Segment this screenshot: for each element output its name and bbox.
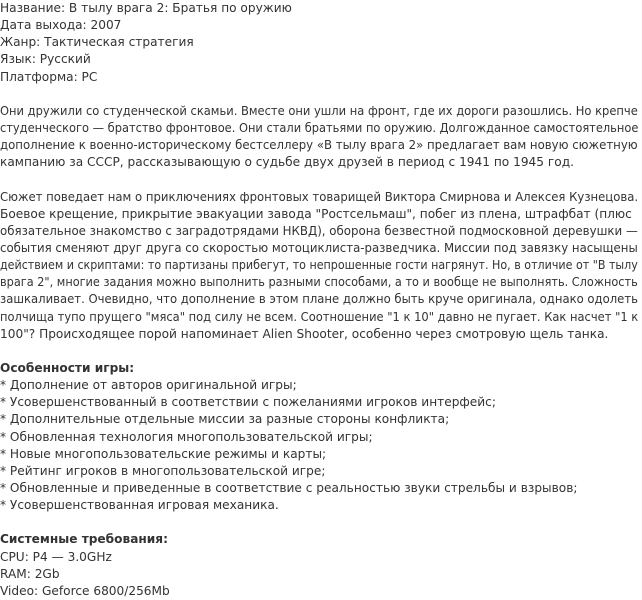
intro-paragraph	[0, 103, 640, 172]
story-line: зашкаливает. Очевидно, что дополнение в этом плане должно быть круче оригинала, однако одолеть	[0, 292, 638, 307]
feature-item: * Дополнение от авторов оригинальной игры;	[0, 378, 297, 393]
feature-item: * Обновленные и приведенные в соответствие с реальностью звуки стрельбы и взрывов;	[0, 480, 578, 495]
story-line: события сменяют друг друга со скоростью мотоциклиста-разведчика. Миссии под завязку насыщены	[0, 240, 638, 255]
feature-item: * Усовершенствованная игровая механика.	[0, 498, 279, 513]
requirement-item: RAM: 2Gb	[0, 566, 60, 581]
story-line: Боевое крещение, прикрытие эвакуации завода "Ростсельмаш", побег из плена, штрафбат (плюс	[0, 206, 632, 221]
feature-item: * Усовершенствованный в соответствии с пожеланиями игроков интерфейс;	[0, 395, 496, 410]
feature-item: * Рейтинг игроков в многопользовательской игре;	[0, 463, 326, 478]
requirement-item: Video: Geforce 6800/256Mb	[0, 583, 170, 598]
features-heading: Особенности игры:	[0, 360, 135, 375]
language-line: Язык: Русский	[0, 52, 91, 67]
story-line: действием и скриптами: то партизаны прибегут, то непрошенные гости нагрянут. Но, в отличие от "В тылу	[0, 258, 638, 273]
release-line: Дата выхода: 2007	[0, 18, 122, 33]
story-line: Сюжет поведает нам о приключениях фронтовых товарищей Виктора Смирнова и Алексея Кузнецова.	[0, 189, 639, 204]
story-line: врага 2", многие задания можно выполнить разными способами, а то и вообще не выполнять. Сложность	[0, 275, 638, 290]
platform-line: Платформа: PC	[0, 69, 98, 84]
requirements-section	[0, 531, 640, 600]
requirements-heading: Системные требования:	[0, 532, 168, 547]
story-line: 100"? Происходящее порой напоминает Alien Shooter, особенно через смотровую щель танка.	[0, 326, 609, 341]
story-paragraph	[0, 189, 640, 343]
feature-item: * Новые многопользовательские режимы и карты;	[0, 446, 327, 461]
title-line: Название: В тылу врага 2: Братья по оружию	[0, 1, 292, 15]
story-line: обязательное знакомство с заградотрядами НКВД), оборона безвестной подмосковной деревушки —	[0, 223, 638, 238]
requirement-item: CPU: P4 — 3.0GHz	[0, 549, 112, 564]
features-section	[0, 360, 640, 514]
genre-line: Жанр: Тактическая стратегия	[0, 35, 194, 50]
intro-line: Они дружили со студенческой скамьи. Вместе они ушли на фронт, где их дороги разошлись. Но крепче	[0, 103, 638, 118]
intro-line: кампанию за СССР, рассказывающую о судьбе двух друзей в период с 1941 по 1945 год.	[0, 155, 574, 170]
feature-item: * Обновленная технология многопользовательской игры;	[0, 429, 373, 444]
intro-line: студенческого — братство фронтовое. Они стали братьями по оружию. Долгожданное самостоятельное	[0, 120, 639, 135]
feature-item: * Дополнительные отдельные миссии за разные стороны конфликта;	[0, 412, 450, 427]
story-line: полчища тупо прущего "мяса" под силу не всем. Соотношение "1 к 10" давно не пугает. Как насчет "1 к	[0, 309, 639, 324]
game-info	[0, 0, 640, 86]
intro-line: дополнение к военно-историческому бестселлеру «В тылу врага 2» предлагает вам новую сюжетную	[0, 138, 638, 153]
